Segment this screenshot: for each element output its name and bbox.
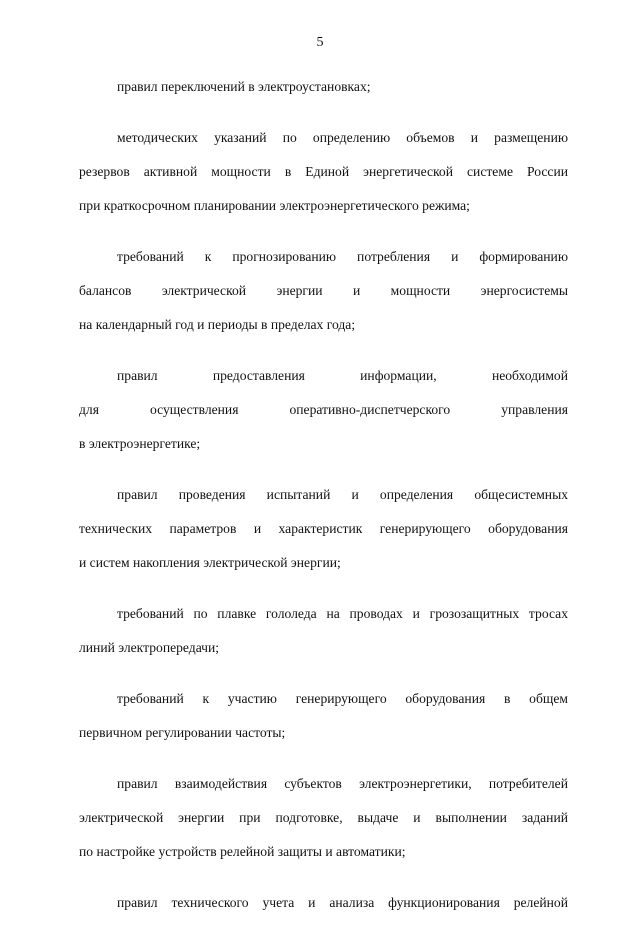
- paragraph: [79, 886, 568, 920]
- text-line: первичном регулировании частоты;: [79, 725, 286, 740]
- page-number: 5: [316, 35, 324, 50]
- text-line: в электроэнергетике;: [79, 436, 201, 451]
- text-line: на календарный год и периоды в пределах года;: [79, 317, 356, 332]
- text-line: правил технического учета и анализа функционирования релейной: [117, 895, 568, 910]
- text-line: правил предоставления информации, необходимой: [117, 368, 568, 383]
- text-line: требований к прогнозированию потребления и формированию: [117, 249, 568, 264]
- document-body: [79, 70, 568, 937]
- text-line: правил проведения испытаний и определения общесистемных: [117, 487, 568, 502]
- text-line: правил переключений в электроустановках;: [117, 79, 371, 94]
- paragraph: [79, 121, 568, 223]
- text-line: требований к участию генерирующего оборудования в общем: [117, 691, 568, 706]
- text-line: методических указаний по определению объемов и размещению: [117, 130, 568, 145]
- paragraph: [79, 359, 568, 461]
- text-line: для осуществления оперативно-диспетчерского управления: [79, 402, 568, 417]
- text-line: и систем накопления электрической энергии;: [79, 555, 341, 570]
- paragraph: [79, 478, 568, 580]
- paragraph: [79, 682, 568, 750]
- text-line: требований по плавке гололеда на проводах и грозозащитных тросах: [117, 606, 568, 621]
- text-line: линий электропередачи;: [79, 640, 220, 655]
- paragraph: [79, 240, 568, 342]
- paragraph: [79, 767, 568, 869]
- text-line: электрической энергии при подготовке, выдаче и выполнении заданий: [79, 810, 568, 825]
- text-line: балансов электрической энергии и мощности энергосистемы: [79, 283, 568, 298]
- paragraph: [79, 70, 568, 104]
- text-line: правил взаимодействия субъектов электроэнергетики, потребителей: [117, 776, 568, 791]
- text-line: по настройке устройств релейной защиты и автоматики;: [79, 844, 406, 859]
- text-line: резервов активной мощности в Единой энергетической системе России: [79, 164, 568, 179]
- text-line: технических параметров и характеристик генерирующего оборудования: [79, 521, 568, 536]
- paragraph: [79, 597, 568, 665]
- text-line: при краткосрочном планировании электроэнергетического режима;: [79, 198, 470, 213]
